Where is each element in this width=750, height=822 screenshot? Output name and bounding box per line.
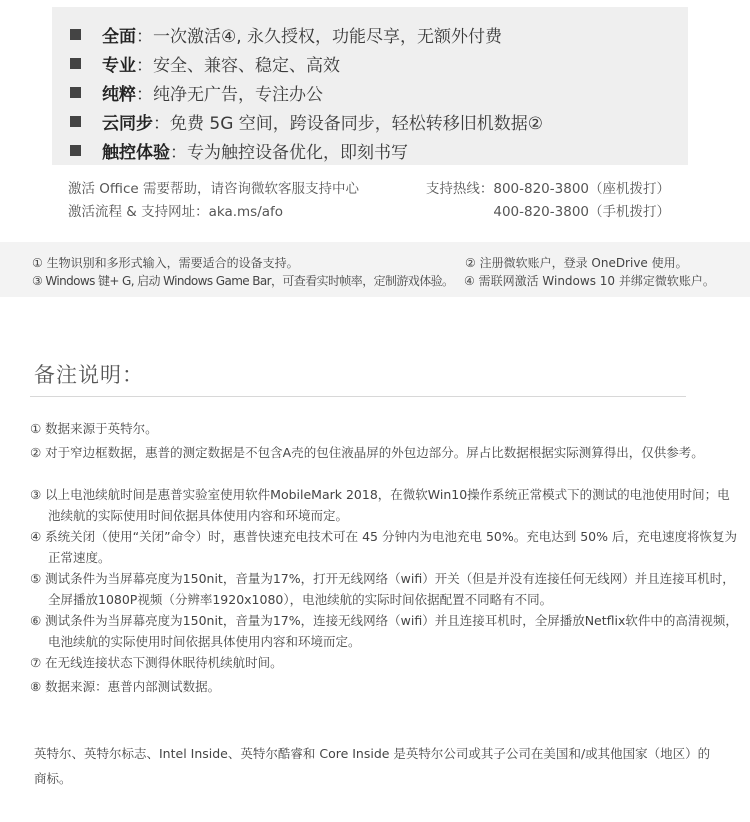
square-bullet-icon: [70, 116, 81, 127]
feature-name: 云同步: [102, 113, 153, 134]
feature-text: ：安全、兼容、稳定、高效: [136, 55, 340, 76]
footnote-1: ① 生物识别和多形式输入，需要适合的设备支持。: [32, 256, 299, 270]
help-line-2: 激活流程 & 支持网址：aka.ms/afo: [68, 204, 284, 220]
feature-text: ：免费 5G 空间，跨设备同步，轻松转移旧机数据②: [153, 113, 544, 134]
feature-text: ：专为触控设备优化，即刻书写: [170, 142, 408, 163]
square-bullet-icon: [70, 145, 81, 156]
remark-item: ⑥ 测试条件为当屏幕亮度为150nit，音量为17%，连接无线网络（wifi）并且连接耳机时，全屏播放Netflix软件中的高清视频，电池续航的实际使用时间依据具体使用内容和环境而定。: [30, 613, 738, 649]
feature-name: 专业: [102, 55, 136, 76]
square-bullet-icon: [70, 29, 81, 40]
remark-item: ④ 系统关闭（使用“关闭”命令）时，惠普快速充电技术可在 45 分钟内为电池充电 50%。充电达到 50% 后，充电速度将恢复为正常速度。: [30, 529, 737, 565]
feature-name: 纯粹: [102, 84, 136, 105]
remark-item: ③ 以上电池续航时间是惠普实验室使用软件MobileMark 2018，在微软Win10操作系统正常模式下的测试的电池使用时间；电池续航的实际使用时间依据具体使用内容和环境而定。: [30, 487, 730, 523]
remarks-title: 备注说明：: [34, 363, 144, 387]
feature-item: [70, 49, 340, 77]
divider: [30, 396, 686, 397]
footnote-2: ② 注册微软账户，登录 OneDrive 使用。: [465, 256, 688, 270]
remark-item: ⑤ 测试条件为当屏幕亮度为150nit，音量为17%，打开无线网络（wifi）开关（但是并没有连接任何无线网）并且连接耳机时，全屏播放1080P视频（分辨率1920x1080），电池续航的实际时间依据配置不同略有不同。: [30, 571, 735, 607]
feature-item: [70, 78, 323, 106]
remark-item: ⑦ 在无线连接状态下测得休眠待机续航时间。: [30, 655, 283, 670]
feature-text: ：纯净无广告，专注办公: [136, 84, 323, 105]
square-bullet-icon: [70, 58, 81, 69]
feature-text: ：一次激活④, 永久授权，功能尽享，无额外付费: [136, 26, 503, 47]
hotline-landline: 支持热线：800-820-3800（座机拨打）: [425, 181, 670, 197]
features-panel: [52, 7, 688, 165]
feature-item: [70, 20, 502, 48]
feature-item: [70, 136, 408, 164]
feature-name: 全面: [102, 26, 136, 47]
square-bullet-icon: [70, 87, 81, 98]
footnotes-band: [0, 242, 750, 297]
feature-item: [70, 107, 543, 135]
trademark-notice: 英特尔、英特尔标志、Intel Inside、英特尔酷睿和 Core Inside 是英特尔公司或其子公司在美国和/或其他国家（地区）的商标。: [34, 746, 711, 786]
hotline-mobile: 400-820-3800（手机拨打）: [493, 204, 670, 220]
feature-name: 触控体验: [102, 142, 170, 163]
remark-item: ⑧ 数据来源：惠普内部测试数据。: [30, 679, 221, 694]
remark-item: ② 对于窄边框数据，惠普的测定数据是不包含A壳的包住液晶屏的外包边部分。屏占比数据根据实际测算得出，仅供参考。: [30, 445, 704, 460]
remark-item: ① 数据来源于英特尔。: [30, 421, 158, 436]
footnote-3: ③ Windows 键+ G, 启动 Windows Game Bar，可查看实时帧率，定制游戏体验。: [32, 274, 454, 288]
help-line-1: 激活 Office 需要帮助，请咨询微软客服支持中心: [68, 181, 359, 197]
footnote-4: ④ 需联网激活 Windows 10 并绑定微软账户。: [464, 274, 715, 288]
